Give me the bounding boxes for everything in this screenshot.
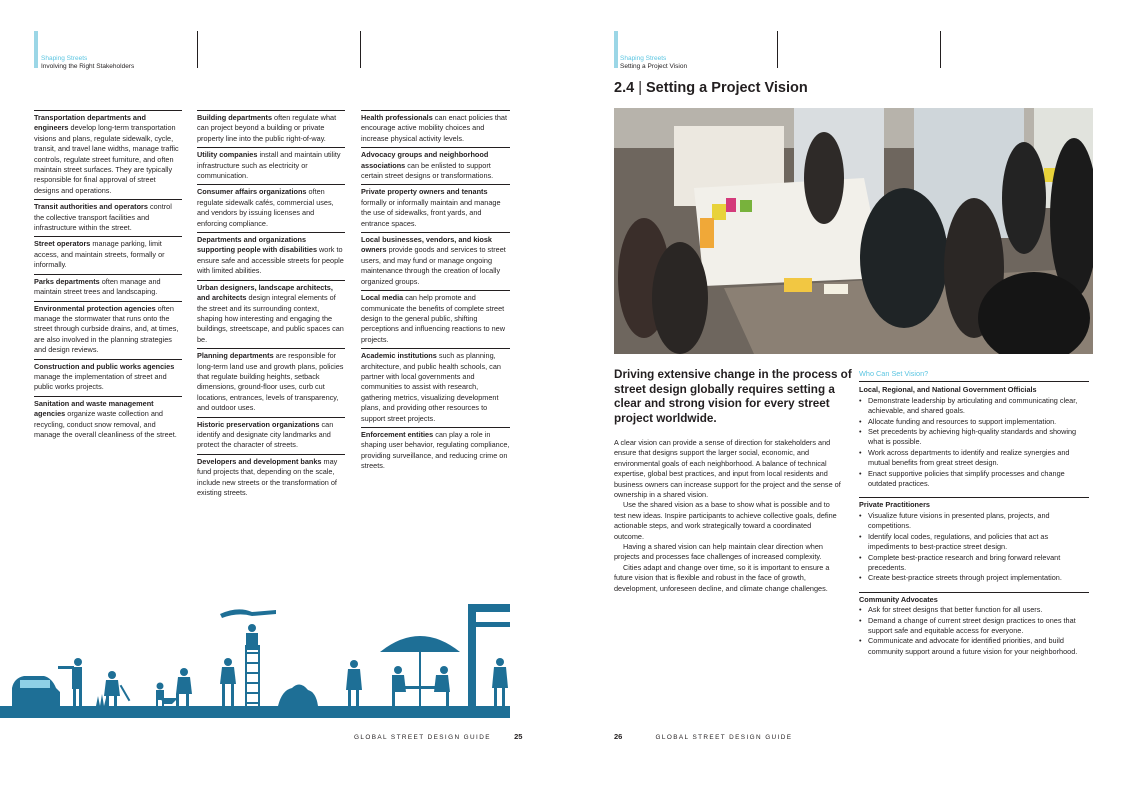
sidebar-group: [859, 385, 1089, 489]
section-tab: [614, 31, 618, 68]
stakeholder-name: Transit authorities and operators: [34, 202, 148, 212]
stakeholder-description: design integral elements of the street and its surrounding context, shaping how interesting and engaging the buildings, streetscape, and public spaces can be.: [197, 293, 344, 344]
stakeholder-name: Local media: [361, 293, 404, 303]
running-header: [620, 55, 687, 71]
body-paragraph: Cities adapt and change over time, so it is important to ensure a future vision that is flexible and robust in the face of growth, development, unforeseen decline, and climate change challenges.: [614, 562, 830, 593]
stakeholder-entry: [361, 427, 510, 475]
lead-statement: Driving extensive change in the process of street design globally requires setting a clear and strong vision for every street project worldwide.: [614, 368, 852, 425]
stakeholder-description: can help promote and communicate the benefits of complete street design to the general public, shifting perceptions and influencing reactions to new projects.: [361, 293, 506, 344]
stakeholder-description: are responsible for long-term land use and growth plans, policies that regulate building heights, setback dimensions, ground-floor uses, curb cut locations, entrances, levels of transparency, and outdoor uses.: [197, 351, 344, 413]
stakeholder-entry: [361, 232, 510, 290]
sidebar-group-title: Private Practitioners: [859, 500, 930, 510]
page-footer: [614, 732, 792, 741]
stakeholder-description: often manage the stormwater that runs onto the street through curbside drains, and, at times, are also involved in the planning strategies and design reviews.: [34, 303, 179, 355]
sidebar-list-item: • Enact supportive policies that simplify processes and change outdated practices.: [859, 469, 1089, 490]
body-paragraph: Having a shared vision can help maintain clear direction when projects and processes face challenges of increased complexity.: [614, 542, 823, 562]
stakeholder-description: organize waste collection and recycling, conduct snow removal, and manage the overall cleanliness of the street.: [34, 409, 177, 439]
stakeholder-name: Parks departments: [34, 276, 100, 286]
stakeholder-name: Health professionals: [361, 113, 433, 122]
footer-guide-title: GLOBAL STREET DESIGN GUIDE: [354, 734, 491, 741]
stakeholder-description: install and maintain utility infrastructure such as electricity or communication.: [197, 150, 341, 181]
sidebar-group-title: Local, Regional, and National Government Officials: [859, 385, 1037, 395]
sidebar-list-item: • Set precedents by achieving high-quality standards and showing what is possible.: [859, 427, 1089, 448]
stakeholder-name: Urban designers, landscape architects, and architects: [197, 282, 333, 303]
sidebar-group: [859, 595, 1089, 657]
stakeholder-description: formally or informally maintain and manage the use of sidewalks, front yards, and entrance spaces.: [361, 197, 501, 228]
sidebar-list-item: • Ask for street designs that better function for all users.: [859, 605, 1089, 615]
header-section: Shaping Streets: [41, 55, 88, 62]
stakeholder-entry: [361, 110, 510, 147]
section-title: [614, 80, 808, 96]
stakeholder-entry: [34, 359, 182, 396]
sidebar-list-item: • Identify local codes, regulations, and policies that act as impediments to best-practice street design.: [859, 532, 1089, 553]
body-paragraph: A clear vision can provide a sense of direction for stakeholders and ensure that designs support the larger social, economic, and environmental goals of each neighborhood. A balance of technical expertise, global best practices, and input from local residents and business owners can increase support for the project and the sense of ownership in a shared vision.: [614, 438, 841, 500]
stakeholder-entry: [197, 348, 345, 416]
stakeholder-description: can enact policies that encourage active mobility choices and increase physical activity levels.: [361, 113, 508, 143]
left-page: [0, 0, 540, 794]
stakeholder-name: Building departments: [197, 113, 272, 122]
sidebar-groups: [859, 385, 1089, 657]
section-tab: [34, 31, 38, 68]
street-silhouette-illustration: [0, 600, 510, 718]
stakeholder-name: Historic preservation organizations: [197, 419, 320, 429]
stakeholder-entry: [361, 290, 510, 348]
stakeholder-name: Environmental protection agencies: [34, 303, 156, 313]
who-can-set-vision-sidebar: [859, 369, 1089, 665]
right-page: [578, 0, 1123, 794]
stakeholder-name: Developers and development banks: [197, 456, 322, 466]
stakeholder-name: Sanitation and waste management agencies: [34, 398, 154, 419]
stakeholder-name: Enforcement entities: [361, 429, 434, 439]
header-subtitle: Setting a Project Vision: [620, 63, 688, 70]
sidebar-title: Who Can Set Vision?: [859, 369, 1089, 382]
sidebar-list: [859, 605, 1089, 657]
stakeholder-entry: [34, 199, 182, 236]
stakeholder-entry: [197, 184, 345, 232]
sidebar-list-item: • Create best-practice streets through project implementation.: [859, 573, 1089, 583]
stakeholder-description: control the collective transport facilities and infrastructure within the street.: [34, 202, 172, 233]
sidebar-divider: [859, 497, 1089, 498]
stakeholder-name: Transportation departments and engineers: [34, 113, 146, 133]
stakeholder-name: Street operators: [34, 239, 91, 249]
body-text: [614, 438, 842, 594]
sidebar-list-item: • Allocate funding and resources to support implementation.: [859, 417, 1089, 427]
sidebar-group: [859, 500, 1089, 583]
section-title-text: Setting a Project Vision: [646, 80, 808, 96]
stakeholder-name: Construction and public works agencies: [34, 361, 175, 371]
header-subtitle: Involving the Right Stakeholders: [41, 63, 135, 70]
stakeholder-description: may fund projects that, depending on the scale, include new streets or the transformation of existing streets.: [197, 456, 338, 497]
stakeholder-description: often regulate what can project beyond a building or private property line into the public right-of-way.: [197, 113, 337, 143]
stakeholder-entry: [197, 232, 345, 280]
stakeholder-entry: [34, 396, 182, 444]
stakeholder-name: Departments and organizations supporting people with disabilities: [197, 235, 317, 255]
header-divider: [940, 31, 941, 68]
stakeholder-entry: [197, 147, 345, 184]
stakeholder-entry: [361, 184, 510, 232]
stakeholder-column-1: [34, 110, 182, 443]
stakeholder-entry: [34, 110, 182, 199]
stakeholder-entry: [197, 454, 345, 502]
stakeholder-description: can play a role in shaping user behavior, regulating compliance, providing surveillance, and reducing crime on streets.: [361, 429, 510, 471]
sidebar-divider: [859, 592, 1089, 593]
stakeholder-name: Utility companies: [197, 150, 258, 160]
stakeholder-description: work to ensure safe and accessible streets for people with limited abilities.: [197, 245, 344, 276]
stakeholder-description: provide goods and services to street users, and may fund or manage ongoing maintenance through the creation of locally organized groups.: [361, 245, 506, 286]
stakeholder-entry: [197, 417, 345, 454]
sidebar-group-title: Community Advocates: [859, 594, 938, 604]
stakeholder-description: such as planning, architecture, and public health schools, can partner with local governments and communities to assist with research, gathering metrics, visualizing development plans, and providing other resources to support street projects.: [361, 351, 501, 423]
page-footer: [354, 732, 522, 741]
stakeholder-entry: [361, 348, 510, 427]
header-divider: [197, 31, 198, 68]
stakeholder-entry: [361, 147, 510, 184]
sidebar-list-item: • Complete best-practice research and bring forward relevant precedents.: [859, 553, 1089, 574]
stakeholder-description: manage parking, limit access, and maintain streets, formally or informally.: [34, 239, 165, 270]
section-number: 2.4: [614, 80, 635, 96]
sidebar-list: [859, 511, 1089, 584]
stakeholder-name: Local businesses, vendors, and kiosk owners: [361, 235, 492, 255]
stakeholder-entry: [34, 274, 182, 301]
stakeholder-entry: [34, 236, 182, 273]
stakeholder-name: Advocacy groups and neighborhood associations: [361, 150, 489, 170]
stakeholder-description: often regulate sidewalk cafés, commercial uses, and vendors by issuing licenses and enforcing compliance.: [197, 187, 334, 228]
stakeholder-name: Consumer affairs organizations: [197, 187, 307, 197]
stakeholder-column-2: [197, 110, 345, 501]
stakeholder-entry: [197, 280, 345, 348]
footer-guide-title: GLOBAL STREET DESIGN GUIDE: [655, 734, 793, 741]
header-divider: [360, 31, 361, 68]
stakeholder-description: develop long-term transportation visions and plans, regulate sidewalk, cycle, transit, and travel lane widths, manage traffic controls, regulate street furniture, and often maintain street surfaces. They are typically responsible for final approval of street designs and operations.: [34, 123, 179, 195]
stakeholder-description: can be enlisted to support certain street designs or transformations.: [361, 160, 494, 181]
header-section: Shaping Streets: [620, 55, 667, 62]
stakeholder-name: Academic institutions: [361, 351, 437, 361]
sidebar-list-item: • Visualize future visions in presented plans, projects, and competitions.: [859, 511, 1089, 532]
stakeholder-description: can identify and designate city landmarks and protect the character of streets.: [197, 419, 334, 450]
stakeholder-description: often manage and maintain street trees and landscaping.: [34, 276, 161, 297]
stakeholder-entry: [197, 110, 345, 147]
header-divider: [777, 31, 778, 68]
page-number: 25: [514, 732, 523, 741]
stakeholder-column-3: [361, 110, 510, 475]
running-header: [41, 55, 134, 71]
body-paragraph: Use the shared vision as a base to show what is possible and to test new ideas. Inspire participants to achieve collective goals, define actionable steps, and work strategically toward a coordinated outcome.: [614, 500, 837, 541]
sidebar-list-item: • Communicate and advocate for identified priorities, and build community support around a future vision for your neighborhood.: [859, 636, 1089, 657]
stakeholder-name: Private property owners and tenants: [361, 187, 488, 197]
workshop-photo: [614, 108, 1093, 354]
stakeholder-entry: [34, 301, 182, 359]
sidebar-list: [859, 396, 1089, 490]
title-separator: |: [638, 80, 642, 96]
stakeholder-name: Planning departments: [197, 351, 274, 361]
sidebar-list-item: • Work across departments to identify and realize synergies and mutual benefits from great street design.: [859, 448, 1089, 469]
stakeholder-description: manage the implementation of street and public works projects.: [34, 371, 167, 392]
sidebar-list-item: • Demand a change of current street design practices to ones that support safe and equitable access for everyone.: [859, 616, 1089, 637]
page-number: 26: [614, 732, 623, 741]
sidebar-list-item: • Demonstrate leadership by articulating and communicating clear, achievable, and shared goals.: [859, 396, 1089, 417]
